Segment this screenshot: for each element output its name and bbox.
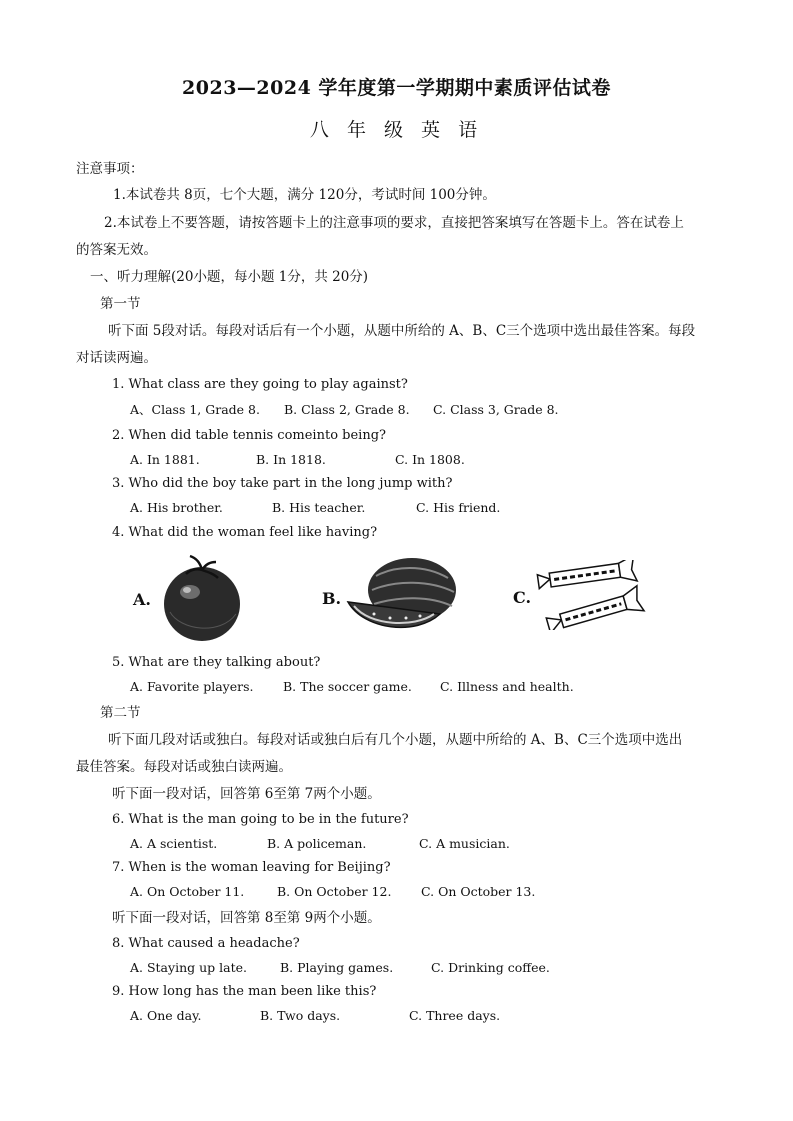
part-1-instruction-line-2: 对话读两遍。 — [76, 350, 157, 366]
question-6: 6. What is the man going to be in the future? — [112, 812, 409, 827]
part-1-label: 第一节 — [100, 296, 141, 312]
q8-option-c: C. Drinking coffee. — [431, 960, 550, 975]
question-8: 8. What caused a headache? — [112, 936, 300, 951]
notes-heading: 注意事项： — [76, 161, 144, 177]
q3-option-b: B. His teacher. — [272, 500, 366, 515]
candy-icon — [536, 560, 648, 630]
section-heading: 一、听力理解(20小题，每小题 1分，共 20分) — [90, 269, 369, 285]
q9-option-b: B. Two days. — [260, 1008, 341, 1023]
q3-option-c: C. His friend. — [416, 500, 501, 515]
q6-option-b: B. A policeman. — [267, 836, 367, 851]
tomato-icon — [160, 552, 244, 644]
notes-item-2-line-1: 2.本试卷上不要答题，请按答题卡上的注意事项的要求，直接把答案填写在答题卡上。答在试卷上 — [104, 215, 684, 231]
q9-option-c: C. Three days. — [409, 1008, 501, 1023]
notes-item-2-line-2: 的答案无效。 — [76, 242, 157, 258]
dialogue-group-1: 听下面一段对话，回答第 6至第 7两个小题。 — [112, 786, 381, 802]
q2-option-a: A. In 1881. — [130, 452, 200, 467]
question-1: 1. What class are they going to play against? — [112, 377, 408, 392]
q3-option-a: A. His brother. — [130, 500, 223, 515]
q1-option-a: A、Class 1, Grade 8. — [130, 402, 260, 417]
q7-option-c: C. On October 13. — [421, 884, 536, 899]
part-2-label: 第二节 — [100, 705, 141, 721]
q5-option-c: C. Illness and health. — [440, 679, 574, 694]
question-4: 4. What did the woman feel like having? — [112, 525, 378, 540]
q1-option-b: B. Class 2, Grade 8. — [284, 402, 410, 417]
part-1-instruction-line-1: 听下面 5段对话。每段对话后有一个小题，从题中所给的 A、B、C三个选项中选出最佳答案。每段 — [108, 323, 696, 339]
q4-option-a-label: A. — [133, 590, 151, 609]
exam-title: 2023—2024 学年度第一学期期中素质评估试卷 — [182, 77, 611, 99]
question-5: 5. What are they talking about? — [112, 655, 321, 670]
q7-option-b: B. On October 12. — [277, 884, 392, 899]
question-7: 7. When is the woman leaving for Beijing? — [112, 860, 391, 875]
q4-option-b-label: B. — [322, 589, 342, 608]
question-3: 3. Who did the boy take part in the long jump with? — [112, 476, 453, 491]
q7-option-a: A. On October 11. — [130, 884, 245, 899]
q8-option-a: A. Staying up late. — [130, 960, 247, 975]
notes-item-1: 1.本试卷共 8页，七个大题，满分 120分，考试时间 100分钟。 — [113, 187, 496, 203]
q4-option-c-label: C. — [513, 588, 532, 607]
q2-option-b: B. In 1818. — [256, 452, 326, 467]
q5-option-a: A. Favorite players. — [130, 679, 254, 694]
q9-option-a: A. One day. — [130, 1008, 202, 1023]
question-9: 9. How long has the man been like this? — [112, 984, 377, 999]
q6-option-c: C. A musician. — [419, 836, 510, 851]
q8-option-b: B. Playing games. — [280, 960, 394, 975]
q5-option-b: B. The soccer game. — [283, 679, 412, 694]
part-2-instruction-line-2: 最佳答案。每段对话或独白读两遍。 — [76, 759, 292, 775]
part-2-instruction-line-1: 听下面几段对话或独白。每段对话或独白后有几个小题，从题中所给的 A、B、C三个选项中选出 — [108, 732, 683, 748]
q1-option-c: C. Class 3, Grade 8. — [433, 402, 559, 417]
q2-option-c: C. In 1808. — [395, 452, 465, 467]
exam-subtitle: 八 年 级 英 语 — [309, 119, 484, 141]
q6-option-a: A. A scientist. — [130, 836, 218, 851]
watermelon-icon — [344, 556, 462, 634]
question-2: 2. When did table tennis comeinto being? — [112, 428, 386, 443]
dialogue-group-2: 听下面一段对话，回答第 8至第 9两个小题。 — [112, 910, 381, 926]
